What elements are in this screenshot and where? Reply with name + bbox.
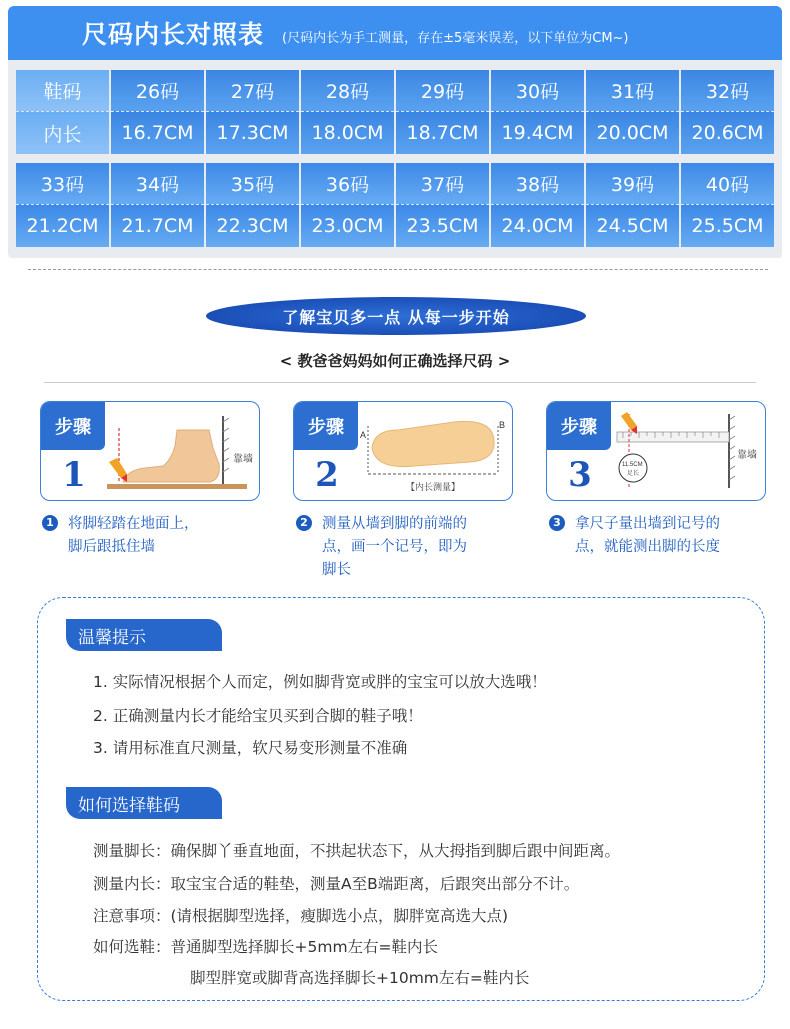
wall-label: 靠墙 — [233, 454, 253, 465]
how-to-line: 注意事项：(请根据脚型选择，瘦脚选小点，脚胖宽高选大点) — [93, 907, 509, 925]
info-banner — [206, 297, 586, 335]
step-tab-label: 步骤 — [547, 402, 611, 450]
measure-sub-label: 足长 — [627, 471, 640, 477]
size-table-top — [16, 70, 774, 154]
step-number: 1 — [62, 455, 86, 495]
tips-title: 温馨提示 — [66, 619, 222, 651]
table-cell: 28码 — [301, 70, 394, 112]
tip-item: 1. 实际情况根据个人而定，例如脚背宽或胖的宝宝可以放大选哦！ — [93, 673, 547, 691]
table-cell: 17.3CM — [206, 112, 299, 154]
table-cell: 20.0CM — [586, 112, 679, 154]
table-cell: 16.7CM — [111, 112, 204, 154]
table-cell: 18.7CM — [396, 112, 489, 154]
how-to-line: 脚型胖宽或脚背高选择脚长+10mm左右=鞋内长 — [190, 969, 530, 987]
step-tab-label: 步骤 — [294, 402, 358, 450]
how-to-line: 测量内长：取宝宝合适的鞋垫，测量A至B端距离，后跟突出部分不计。 — [93, 875, 580, 893]
table-cell: 23.0CM — [301, 205, 394, 247]
size-chart-note: (尺码内长为手工测量，存在±5毫米误差，以下单位为CM~) — [282, 30, 629, 46]
table-cell: 30码 — [491, 70, 584, 112]
subtitle-divider — [44, 382, 756, 383]
table-cell: 21.2CM — [16, 205, 109, 247]
table-cell: 40码 — [681, 163, 774, 205]
step-1-description — [42, 513, 199, 559]
step-bullet: 2 — [296, 515, 312, 531]
step-text-line: 脚长 — [322, 562, 351, 578]
table-cell: 32码 — [681, 70, 774, 112]
how-to-line: 如何选鞋：普通脚型选择脚长+5mm左右=鞋内长 — [93, 938, 439, 956]
info-banner-text: 了解宝贝多一点 从每一步开始 — [282, 307, 510, 327]
step-text-line: 测量从墙到脚的前端的 — [322, 516, 467, 532]
step-bullet: 1 — [42, 515, 58, 531]
step-text-line: 点，画一个记号，即为 — [322, 539, 467, 555]
step-tab-label: 步骤 — [41, 402, 105, 450]
step-text-line: 点，就能测出脚的长度 — [575, 539, 720, 555]
step-number: 2 — [315, 455, 339, 495]
step-card-3 — [546, 401, 766, 501]
table-cell: 27码 — [206, 70, 299, 112]
size-table-bottom — [16, 163, 774, 247]
table-cell: 18.0CM — [301, 112, 394, 154]
step-2-description — [296, 513, 467, 582]
size-table — [8, 60, 782, 258]
section-subtitle: < 教爸爸妈妈如何正确选择尺码 > — [279, 352, 511, 370]
step-tab — [41, 402, 105, 501]
table-cell: 34码 — [111, 163, 204, 205]
table-cell: 31码 — [586, 70, 679, 112]
table-cell: 24.5CM — [586, 205, 679, 247]
measure-value: 11.5CM — [622, 462, 643, 468]
size-chart-title: 尺码内长对照表 — [82, 20, 265, 49]
table-cell: 19.4CM — [491, 112, 584, 154]
ruler-measure-illustration — [611, 408, 761, 496]
table-cell: 26码 — [111, 70, 204, 112]
insole-measure-illustration — [358, 408, 508, 496]
table-cell: 39码 — [586, 163, 679, 205]
step-3-description — [549, 513, 720, 559]
table-cell: 25.5CM — [681, 205, 774, 247]
step-tab — [294, 402, 358, 501]
step-text-line: 脚后跟抵住墙 — [68, 539, 155, 555]
table-cell: 24.0CM — [491, 205, 584, 247]
tip-item: 2. 正确测量内长才能给宝贝买到合脚的鞋子哦！ — [93, 707, 423, 725]
section-divider — [28, 269, 768, 270]
table-cell: 21.7CM — [111, 205, 204, 247]
table-cell: 23.5CM — [396, 205, 489, 247]
how-to-title: 如何选择鞋码 — [66, 787, 222, 819]
point-a-label: A — [360, 430, 367, 440]
table-cell: 22.3CM — [206, 205, 299, 247]
step-text-line: 拿尺子量出墙到记号的 — [575, 516, 720, 532]
wall-label: 靠墙 — [737, 450, 757, 461]
step-text-line: 将脚轻踏在地面上， — [68, 516, 199, 532]
table-cell: 36码 — [301, 163, 394, 205]
step-number: 3 — [568, 455, 592, 495]
size-chart-header — [8, 6, 782, 60]
table-cell: 20.6CM — [681, 112, 774, 154]
foot-against-wall-illustration — [105, 408, 255, 496]
table-cell: 33码 — [16, 163, 109, 205]
step-card-2 — [293, 401, 513, 501]
how-to-line: 测量脚长：确保脚丫垂直地面，不拱起状态下，从大拇指到脚后跟中间距离。 — [93, 842, 621, 860]
table-cell: 37码 — [396, 163, 489, 205]
inner-length-label: 【内长测量】 — [406, 482, 461, 492]
step-card-1 — [40, 401, 260, 501]
table-cell: 38码 — [491, 163, 584, 205]
table-row-label-inner-length: 内长 — [16, 112, 109, 154]
table-row-label-shoe-size: 鞋码 — [16, 70, 109, 112]
step-tab — [547, 402, 611, 501]
point-b-label: B — [499, 420, 506, 430]
table-cell: 29码 — [396, 70, 489, 112]
tip-item: 3. 请用标准直尺测量，软尺易变形测量不准确 — [93, 739, 408, 757]
table-cell: 35码 — [206, 163, 299, 205]
step-bullet: 3 — [549, 515, 565, 531]
